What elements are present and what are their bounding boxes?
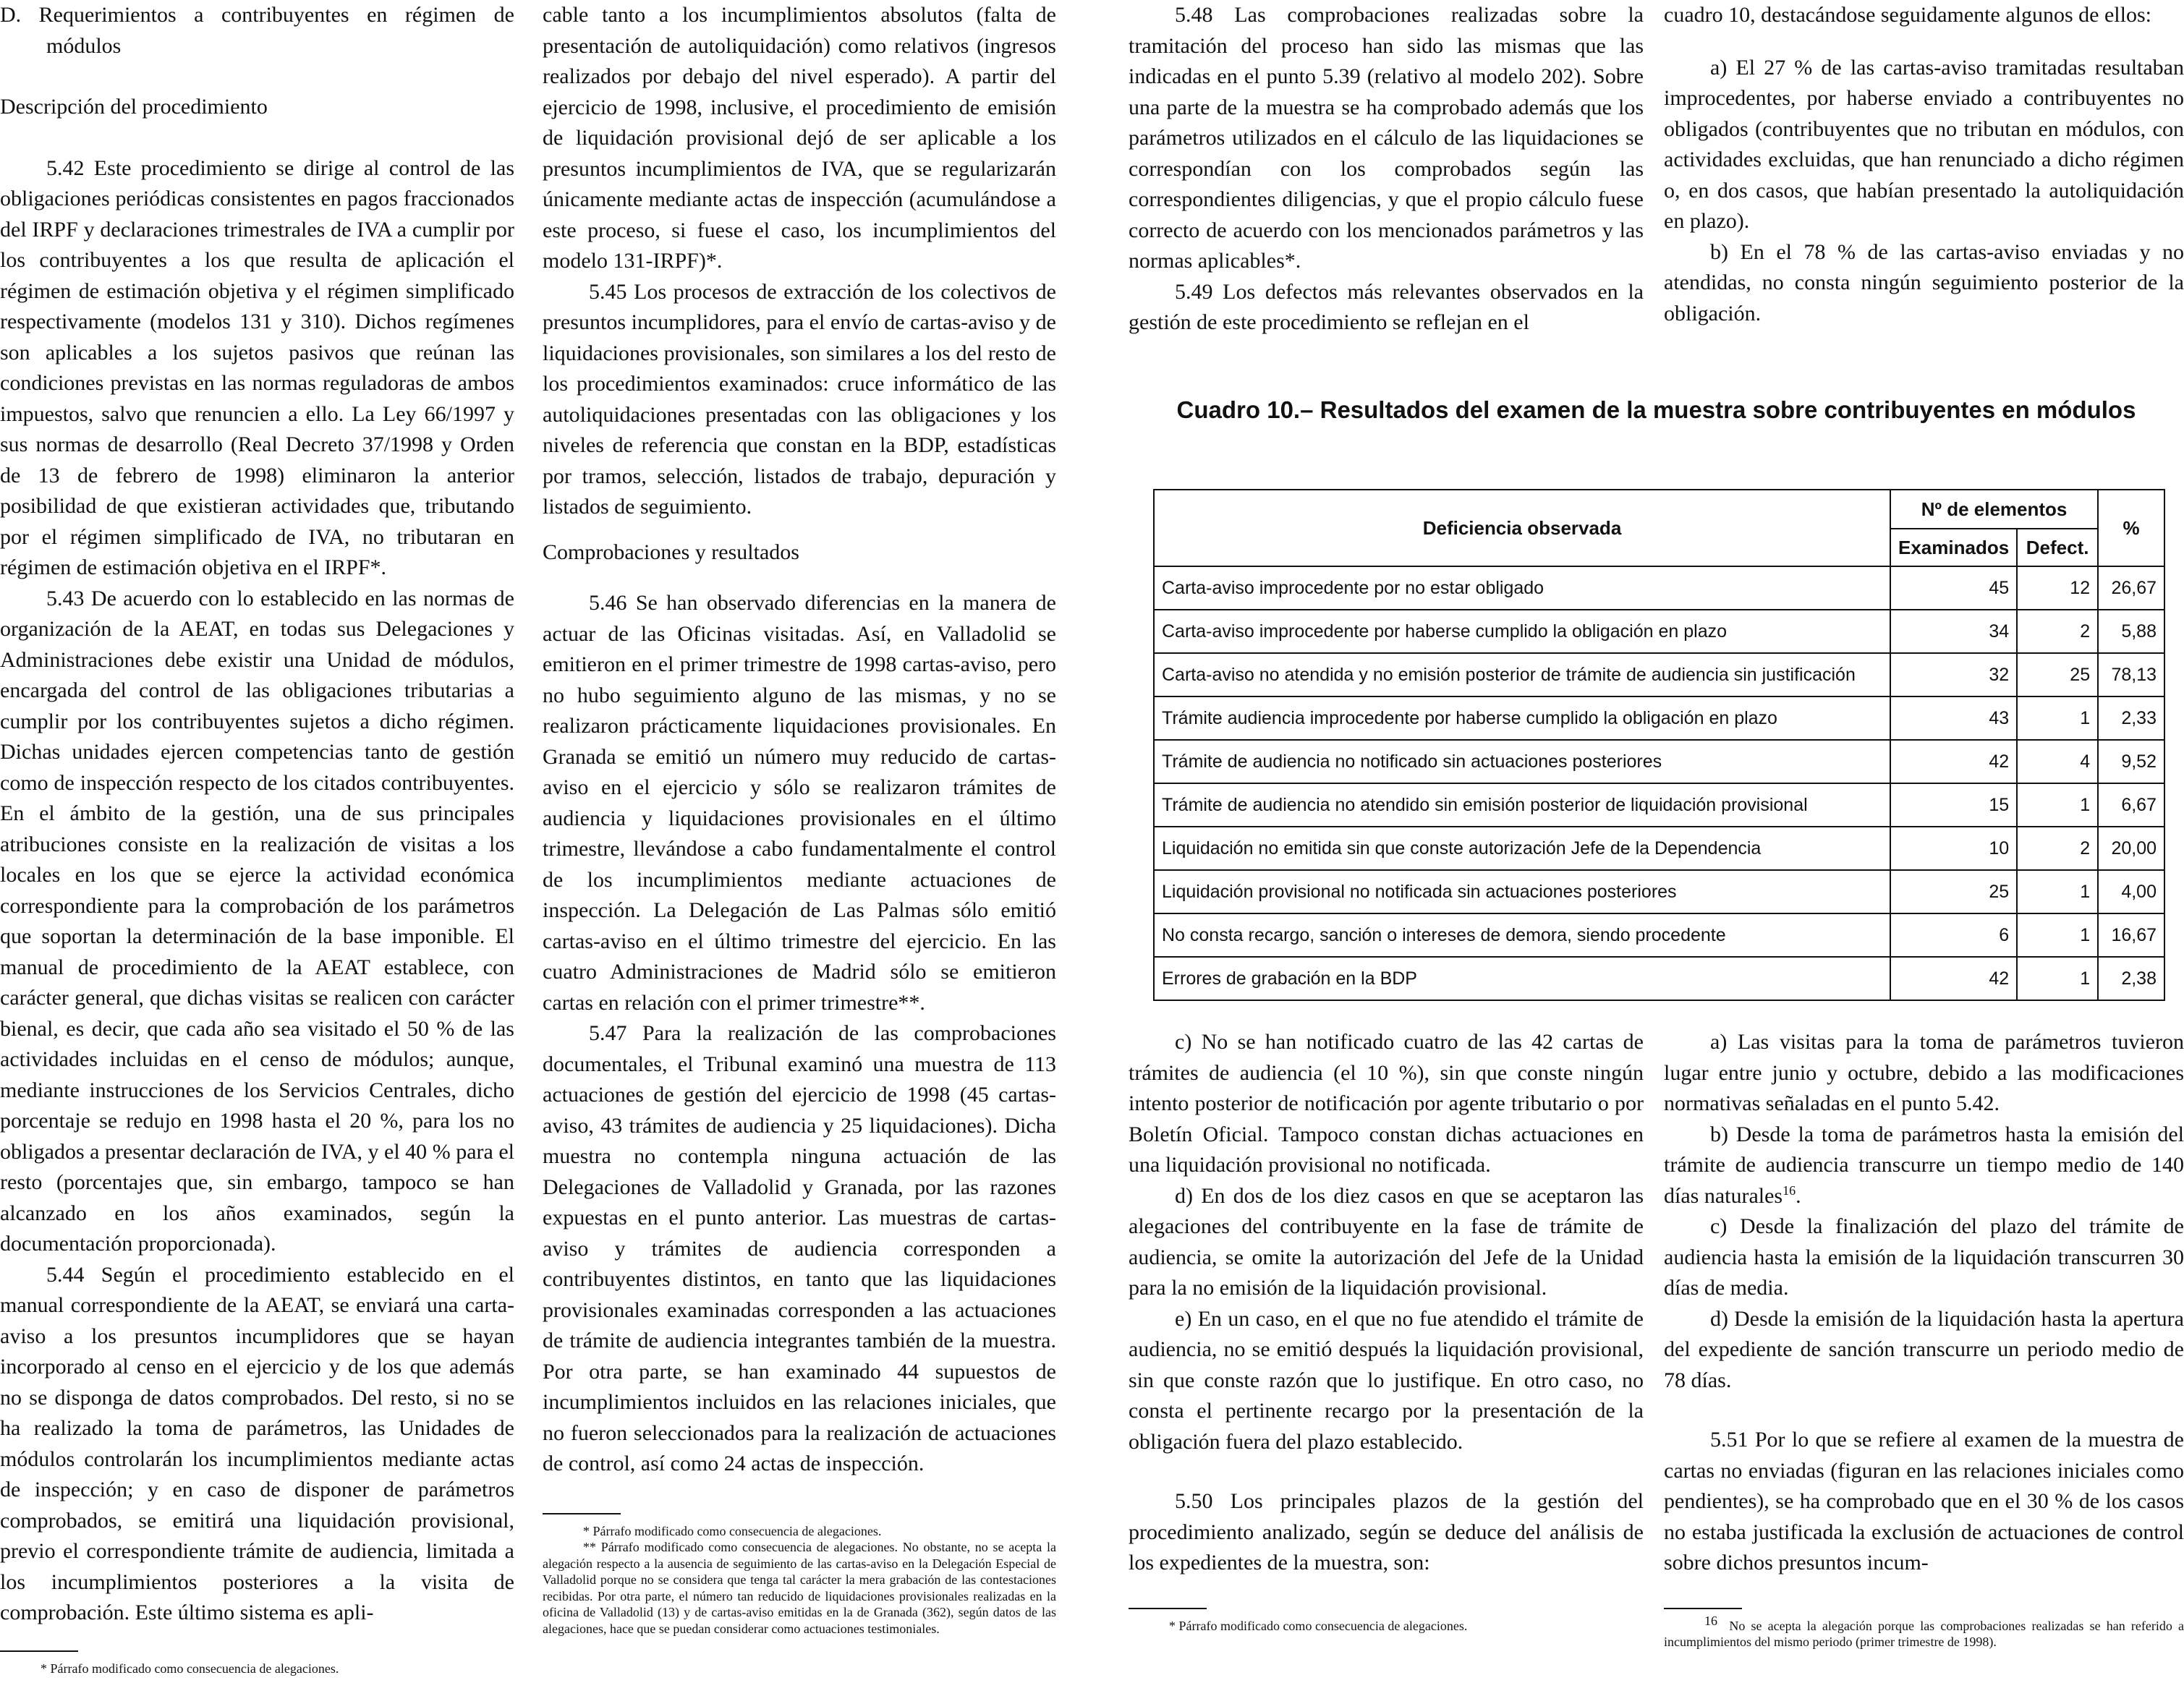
cell-defect: 12	[2017, 566, 2098, 610]
paragraph-5-43: 5.43 De acuerdo con lo establecido en las normas de organización de la AEAT, en todas sus Delegaciones y Administraciones debe existir una Unidad de módulos, encargada del control de las obligaciones tributarias a cumplir por los contribuyentes sujetos a dicho régimen. Dichas unidades ejercen competencias tanto de gestión como de inspección respecto de los citados contribuyentes. En el ámbito de la gestión, una de sus principales atribuciones consiste en la realización de visitas a los locales en los que se ejerce la actividad económica correspondiente para la comprobación de los parámetros que soportan la determinación de la base imponible. El manual de procedimiento de la AEAT establece, con carácter general, que dichas visitas se realicen con carácter bienal, es decir, que cada año sea visitado el 50 % de las actividades incluidas en el censo de módulos; aunque, mediante instrucciones de los Servicios Centrales, dicho porcentaje se redujo en 1998 hasta el 20 %, para los no obligados a presentar declaración de IVA, y el 40 % para el resto (porcentajes que, sin embargo, tampoco se han alcanzado en los años examinados, según la documentación proporcionada).	[0, 586, 514, 1256]
cell-pct: 5,88	[2098, 610, 2164, 653]
section-subheading: Comprobaciones y resultados	[543, 540, 799, 564]
cell-desc: Trámite audiencia improcedente por haberse cumplido la obligación en plazo	[1154, 696, 1890, 740]
item-b: b) En el 78 % de las cartas-aviso enviadas y no atendidas, no consta ningún seguimiento posterior de la obligación.	[1664, 239, 2184, 325]
table-row	[1154, 610, 2164, 653]
cell-desc: Liquidación no emitida sin que conste autorización Jefe de la Dependencia	[1154, 827, 1890, 870]
paragraph-5-47: 5.47 Para la realización de las comprobaciones documentales, el Tribunal examinó una muestra de 113 actuaciones de gestión del ejercicio de 1998 (45 cartas-aviso, 43 trámites de audiencia y 25 liquidaciones). Dicha muestra no contempla ninguna actuación de las Delegaciones de Valladolid y Granada, por las razones expuestas en el punto anterior. Las muestras de cartas-aviso y trámites de audiencia corresponden a contribuyentes distintos, en tanto que las liquidaciones provisionales examinadas corresponden a las actuaciones de trámite de audiencia integrantes también de la muestra. Por otra parte, se han examinado 44 supuestos de incumplimientos incluidos en las relaciones iniciales, que no fueron seleccionados para la realización de actuaciones de control, así como 24 actas de inspección.	[543, 1021, 1056, 1475]
paragraph-5-49-cont: cuadro 10, destacándose seguidamente algunos de ellos:	[1664, 3, 2151, 27]
cell-pct: 6,67	[2098, 783, 2164, 827]
deadline-a: a) Las visitas para la toma de parámetros tuvieron lugar entre junio y octubre, debido a las modificaciones normativas señaladas en el punto 5.42.	[1664, 1030, 2184, 1115]
table-row	[1154, 957, 2164, 1000]
item-a: a) El 27 % de las cartas-aviso tramitadas resultaban improcedentes, por haberse enviado a contribuyentes no obligados (contribuyentes que no tributan en módulos, con actividades excluidas, que han renunciado a dicho régimen o, en dos casos, que habían presentado la autoliquidación en plazo).	[1664, 55, 2184, 233]
cell-defect: 1	[2017, 957, 2098, 1000]
cell-pct: 20,00	[2098, 827, 2164, 870]
footnote-number: 16	[1704, 1613, 1717, 1628]
column-2	[543, 0, 1056, 1637]
header-pct: %	[2098, 490, 2164, 566]
paragraph-5-49: 5.49 Los defectos más relevantes observados en la gestión de este procedimiento se reflejan en el	[1129, 279, 1644, 334]
column-3-bottom	[1129, 1027, 1644, 1634]
table-header-row	[1154, 490, 2164, 529]
cell-examinados: 42	[1890, 740, 2017, 783]
column-3-top	[1129, 0, 1644, 338]
cell-examinados: 42	[1890, 957, 2017, 1000]
cell-pct: 16,67	[2098, 913, 2164, 957]
cell-examinados: 43	[1890, 696, 2017, 740]
header-deficiencia: Deficiencia observada	[1154, 490, 1890, 566]
table-row	[1154, 783, 2164, 827]
footnote-rule	[1129, 1608, 1207, 1609]
table-row	[1154, 827, 2164, 870]
paragraph-5-45: 5.45 Los procesos de extracción de los colectivos de presuntos incumplidores, para el envío de cartas-aviso y de liquidaciones provisionales, son similares a los del resto de los procedimientos examinados: cruce informático de las autoliquidaciones presentadas con las obligaciones y los niveles de referencia que constan en la BDP, estadísticas por tramos, selección, listados de trabajo, depuración y listados de seguimiento.	[543, 279, 1056, 519]
paragraph-5-51: 5.51 Por lo que se refiere al examen de la muestra de cartas no enviadas (figuran en las relaciones iniciales como pendientes), se ha comprobado que en el 30 % de los casos no estaba justificada la exclusión de actuaciones de control sobre dichos presuntos incum-	[1664, 1428, 2184, 1575]
footnote	[1664, 1613, 2184, 1650]
table-row	[1154, 870, 2164, 913]
cell-pct: 78,13	[2098, 653, 2164, 696]
table-row	[1154, 740, 2164, 783]
cell-desc: No consta recargo, sanción o intereses de demora, siendo procedente	[1154, 913, 1890, 957]
footnote-text: No se acepta la alegación porque las comprobaciones realizadas se han referido a incumplimientos del mismo periodo (primer trimestre de 1998).	[1664, 1618, 2184, 1649]
paragraph-5-44: 5.44 Según el procedimiento establecido en el manual correspondiente de la AEAT, se enviará una carta-aviso a los presuntos incumplidores que se hayan incorporado al censo en el ejercicio y de los que además no se disponga de datos comprobados. Del resto, si no se ha realizado la toma de parámetros, las Unidades de módulos controlarán los incumplimientos mediante actas de inspección; y en caso de disponer de parámetros comprobados, se emitirá una liquidación provisional, previo el correspondiente trámite de audiencia, limitada a los incumplimientos posteriores a la visita de comprobación. Este último sistema es apli-	[0, 1262, 514, 1624]
cell-desc: Errores de grabación en la BDP	[1154, 957, 1890, 1000]
footnote-16	[1664, 1613, 2184, 1650]
deadline-d: d) Desde la emisión de la liquidación hasta la apertura del expediente de sanción transcurre un periodo medio de 78 días.	[1664, 1306, 2184, 1392]
results-table	[1153, 489, 2165, 1001]
cell-examinados: 34	[1890, 610, 2017, 653]
deadline-b	[1664, 1120, 2184, 1212]
cell-desc: Liquidación provisional no notificada sin actuaciones posteriores	[1154, 870, 1890, 913]
section-subheading: Descripción del procedimiento	[0, 95, 268, 119]
cell-defect: 1	[2017, 870, 2098, 913]
column-4-bottom	[1664, 1027, 2184, 1650]
table-row	[1154, 913, 2164, 957]
paragraph-5-44-cont: cable tanto a los incumplimientos absolutos (falta de presentación de autoliquidación) como relativos (ingresos realizados por debajo del nivel esperado). A partir del ejercicio de 1998, inclusive, el procedimiento de emisión de liquidación provisional dejó de ser aplicable a los presuntos incumplimientos de IVA, que se regularizarán únicamente mediante actas de inspección (acumulándose a este proceso, si fuese el caso, los incumplimientos del modelo 131-IRPF)*.	[543, 3, 1056, 273]
footnote-text: ** Párrafo modificado como consecuencia de alegaciones. No obstante, no se acepta la alegación respecto a la ausencia de seguimiento de las cartas-aviso en la Delegación Especial de Valladolid porque no se considera que tenga tal carácter la mera grabación de las contestaciones recibidas. Por otra parte, el número tan reducido de liquidaciones provisionales realizadas en la oficina de Valladolid (13) y de cartas-aviso emitidas en la de Granada (362), según datos de las alegaciones, hace que se puedan considerar como actuaciones testimoniales.	[543, 1540, 1056, 1636]
cell-pct: 2,38	[2098, 957, 2164, 1000]
cell-pct: 26,67	[2098, 566, 2164, 610]
paragraph-5-42: 5.42 Este procedimiento se dirige al control de las obligaciones periódicas consistentes en pagos fraccionados del IRPF y declaraciones trimestrales de IVA a cumplir por los contribuyentes a los que resulta de aplicación el régimen de estimación objetiva y el régimen simplificado respectivamente (modelos 131 y 310). Dichos regímenes son aplicables a los sujetos pasivos que reúnan las condiciones previstas en las normas reguladoras de ambos impuestos, salvo que renuncien a ello. La Ley 66/1997 y sus normas de desarrollo (Real Decreto 37/1998 y Orden de 13 de febrero de 1998) eliminaron la anterior posibilidad de que existieran actividades que, tributando por el régimen simplificado de IVA, no tributaran en régimen de estimación objetiva en el IRPF*.	[0, 155, 514, 579]
cell-defect: 1	[2017, 696, 2098, 740]
item-d: d) En dos de los diez casos en que se aceptaron las alegaciones del contribuyente en la fase de trámite de audiencia, se omite la autorización del Jefe de la Unidad para la no emisión de la liquidación provisional.	[1129, 1183, 1644, 1300]
header-elementos: Nº de elementos	[1890, 490, 2098, 529]
cell-examinados: 6	[1890, 913, 2017, 957]
deadline-b-text: b) Desde la toma de parámetros hasta la emisión del trámite de audiencia transcurre un tiempo medio de 140 días naturales	[1664, 1122, 2184, 1208]
section-heading: D. Requerimientos a contribuyentes en régimen de módulos	[0, 3, 514, 58]
cell-defect: 25	[2017, 653, 2098, 696]
deadline-c: c) Desde la finalización del plazo del trámite de audiencia hasta la emisión de la liquidación transcurren 30 días de media.	[1664, 1214, 2184, 1300]
deadline-b-end: .	[1796, 1183, 1801, 1208]
footnote-ref: 16	[1783, 1183, 1796, 1198]
cell-pct: 4,00	[2098, 870, 2164, 913]
cell-pct: 2,33	[2098, 696, 2164, 740]
footnote	[1129, 1618, 1644, 1635]
cell-examinados: 25	[1890, 870, 2017, 913]
paragraph-5-46: 5.46 Se han observado diferencias en la manera de actuar de las Oficinas visitadas. Así, en Valladolid se emitieron en el primer trimestre de 1998 cartas-aviso, pero no hubo seguimiento alguno de las mismas, y no se realizaron prácticamente liquidaciones provisionales. En Granada se emitió un número muy reducido de cartas-aviso en el ejercicio y sólo se realizaron trámites de audiencia y liquidaciones provisionales en el último trimestre, llevándose a cabo fundamentalmente el control de los incumplimientos mediante actuaciones de inspección. La Delegación de Las Palmas sólo emitió cartas-aviso en el último trimestre del ejercicio. En las cuatro Administraciones de Madrid sólo se emitieron cartas en relación con el primer trimestre**.	[543, 591, 1056, 1015]
cell-pct: 9,52	[2098, 740, 2164, 783]
footnotes	[543, 1523, 1056, 1637]
item-e: e) En un caso, en el que no fue atendido el trámite de audiencia, no se emitió después la liquidación provisional, sin que conste razón que lo justifique. En otro caso, no consta el pertinente recargo por la presentación de la obligación fuera del plazo establecido.	[1129, 1306, 1644, 1454]
table-row	[1154, 696, 2164, 740]
footnote-text: * Párrafo modificado como consecuencia de alegaciones.	[1169, 1618, 1468, 1633]
header-examinados: Examinados	[1890, 529, 2017, 566]
paragraph-5-48: 5.48 Las comprobaciones realizadas sobre la tramitación del proceso han sido las mismas que las indicadas en el punto 5.39 (relativo al modelo 202). Sobre una parte de la muestra se ha comprobado además que los parámetros utilizados en el cálculo de las liquidaciones se correspondían con los comprobados según las correspondientes diligencias, y que el propio cálculo fuese correcto de acuerdo con los mencionados parámetros y las normas aplicables*.	[1129, 3, 1644, 273]
cell-desc: Carta-aviso improcedente por haberse cumplido la obligación en plazo	[1154, 610, 1890, 653]
cell-examinados: 32	[1890, 653, 2017, 696]
cell-desc: Trámite de audiencia no notificado sin actuaciones posteriores	[1154, 740, 1890, 783]
cell-desc: Carta-aviso no atendida y no emisión posterior de trámite de audiencia sin justificación	[1154, 653, 1890, 696]
cell-defect: 2	[2017, 827, 2098, 870]
cell-defect: 1	[2017, 783, 2098, 827]
footnote-rule	[543, 1513, 621, 1514]
table-row	[1154, 653, 2164, 696]
item-c: c) No se han notificado cuatro de las 42 cartas de trámites de audiencia (el 10 %), sin que conste ningún intento posterior de notificación por agente tributario o por Boletín Oficial. Tampoco constan dichas actuaciones en una liquidación provisional no notificada.	[1129, 1030, 1644, 1177]
footnote-text: * Párrafo modificado como consecuencia de alegaciones.	[41, 1661, 339, 1676]
cell-examinados: 15	[1890, 783, 2017, 827]
cell-examinados: 45	[1890, 566, 2017, 610]
cell-desc: Trámite de audiencia no atendido sin emisión posterior de liquidación provisional	[1154, 783, 1890, 827]
column-1	[0, 0, 514, 1676]
cell-examinados: 10	[1890, 827, 2017, 870]
header-defect: Defect.	[2017, 529, 2098, 566]
footnote-rule	[1664, 1608, 1742, 1609]
footnote	[0, 1661, 514, 1677]
cell-defect: 4	[2017, 740, 2098, 783]
footnote-text: * Párrafo modificado como consecuencia de alegaciones.	[583, 1523, 882, 1538]
table-title: Cuadro 10.– Resultados del examen de la muestra sobre contribuyentes en módulos	[1176, 396, 2136, 423]
footnote-rule	[0, 1650, 78, 1652]
column-4-top	[1664, 0, 2184, 329]
cell-defect: 2	[2017, 610, 2098, 653]
table-row	[1154, 566, 2164, 610]
paragraph-5-50: 5.50 Los principales plazos de la gestión del procedimiento analizado, según se deduce del análisis de los expedientes de la muestra, son:	[1129, 1489, 1644, 1575]
cell-defect: 1	[2017, 913, 2098, 957]
cell-desc: Carta-aviso improcedente por no estar obligado	[1154, 566, 1890, 610]
